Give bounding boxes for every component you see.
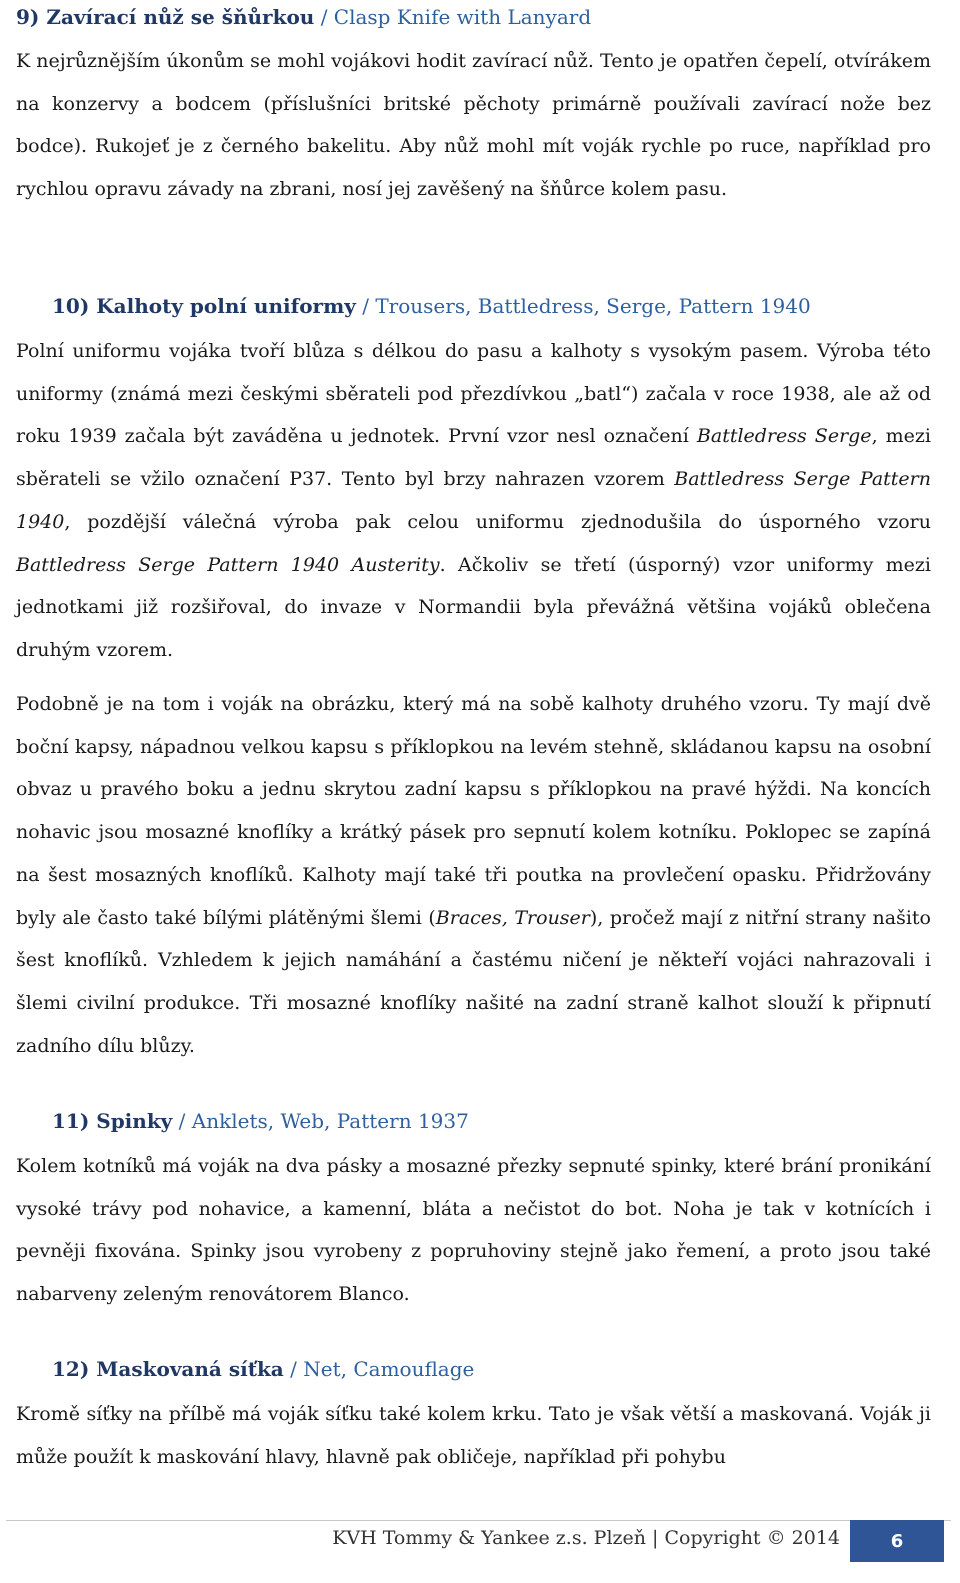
page-number: 6 bbox=[850, 1520, 944, 1562]
section-title-en: Trousers, Battledress, Serge, Pattern 1940 bbox=[375, 294, 811, 318]
title-separator: / bbox=[320, 5, 328, 29]
text-run: , mezi sběrateli se vžilo označení P37. Tento byl brzy nahrazen vzorem bbox=[16, 425, 931, 491]
text-run: . Ačkoliv se třetí (úsporný) vzor uniformy mezi jednotkami již rozšiřoval, do invaze v Normandii byla převážná většina vojáků oblečena druhým vzorem. bbox=[16, 553, 932, 661]
text-run: ), pročež mají z nitřní strany našito šest knoflíků. Vzhledem k jejich namáhání a častému ničení je někteří vojáci nahrazovali i šlemi civilní produkce. Tři mosazné knoflíky našité na zadní straně kalhot slouží k připnutí zadního dílu blůzy. bbox=[16, 906, 931, 1057]
section-11-paragraph: Kolem kotníků má voják na dva pásky a mosazné přezky sepnuté spinky, které brání pronikání vysoké trávy pod nohavice, a kamenní, bláta a nečistot do bot. Noha je tak v kotnících i pevněji fixována. Spinky jsou vyrobeny z popruhoviny stejně jako řemení, a proto jsou také nabarveny zeleným renovátorem Blanco. bbox=[16, 1155, 931, 1306]
text-run: Polní uniformu vojáka tvoří blůza s délkou do pasu a kalhoty s vysokým pasem. Výroba této uniformy (známá mezi českými sběrateli pod přezdívkou „batl“) začala v roce 1938, ale až od roku 1939 začala být zaváděna u jednotek. První vzor nesl označení bbox=[16, 340, 931, 448]
section-title-cz: 10) Kalhoty polní uniformy bbox=[52, 294, 356, 318]
text-run: Podobně je na tom i voják na obrázku, který má na sobě kalhoty druhého vzoru. Ty mají dvě boční kapsy, nápadnou velkou kapsu s příklopkou na levém stehně, skládanou kapsu na osobní obvaz u pravého boku a jednu skrytou zadní kapsu s příklopkou na pravé hýždi. Na koncích nohavic jsou mosazné knoflíky a krátký pásek pro sepnutí kolem kotníku. Poklopec se zapíná na šest mosazných knoflíků. Kalhoty mají také tři poutka na provlečení opasku. Přidržovány byly ale často také bílými plátěnými šlemi ( bbox=[16, 693, 931, 929]
title-separator: / bbox=[362, 294, 369, 318]
italic-term: Battledress Serge Pattern 1940 Austerity bbox=[16, 553, 440, 576]
footer-copyright: KVH Tommy & Yankee z.s. Plzeň | Copyright © 2014 bbox=[332, 1527, 840, 1549]
section-title-cz: 11) Spinky bbox=[52, 1109, 173, 1133]
italic-term: Battledress Serge Pattern 1940 bbox=[16, 468, 931, 533]
section-title-cz: 12) Maskovaná síťka bbox=[52, 1357, 284, 1381]
section-heading-10 bbox=[52, 292, 811, 320]
section-title-en: Net, Camouflage bbox=[303, 1357, 475, 1381]
section-heading-11 bbox=[52, 1107, 469, 1135]
section-10-paragraph-2 bbox=[16, 683, 931, 1067]
section-10-paragraph-1 bbox=[16, 330, 931, 672]
italic-term: Braces, Trouser bbox=[435, 906, 590, 929]
title-separator: / bbox=[178, 1109, 186, 1133]
section-title-cz: 9) Zavírací nůž se šňůrkou bbox=[16, 5, 315, 29]
section-title-en: Anklets, Web, Pattern 1937 bbox=[191, 1109, 469, 1133]
section-9-paragraph: K nejrůznějším úkonům se mohl vojákovi hodit zavírací nůž. Tento je opatřen čepelí, otvírákem na konzervy a bodcem (příslušníci britské pěchoty primárně používali zavírací nože bez bodce). Rukojeť je z černého bakelitu. Aby nůž mohl mít voják rychle po ruce, například pro rychlou opravu závady na zbrani, nosí jej zavěšený na šňůrce kolem pasu. bbox=[16, 50, 931, 201]
section-title-en: Clasp Knife with Lanyard bbox=[333, 5, 592, 29]
section-12-paragraph: Kromě síťky na přílbě má voják síťku také kolem krku. Tato je však větší a maskovaná. Voják ji může použít k maskování hlavy, hlavně pak obličeje, například při pohybu bbox=[16, 1403, 931, 1468]
text-run: , pozdější válečná výroba pak celou uniformu zjednodušila do úsporného vzoru bbox=[64, 510, 931, 533]
italic-term: Battledress Serge bbox=[696, 425, 872, 448]
footer-divider bbox=[6, 1520, 951, 1521]
section-heading-12 bbox=[52, 1355, 474, 1383]
section-heading-9 bbox=[16, 3, 591, 31]
title-separator: / bbox=[290, 1357, 297, 1381]
